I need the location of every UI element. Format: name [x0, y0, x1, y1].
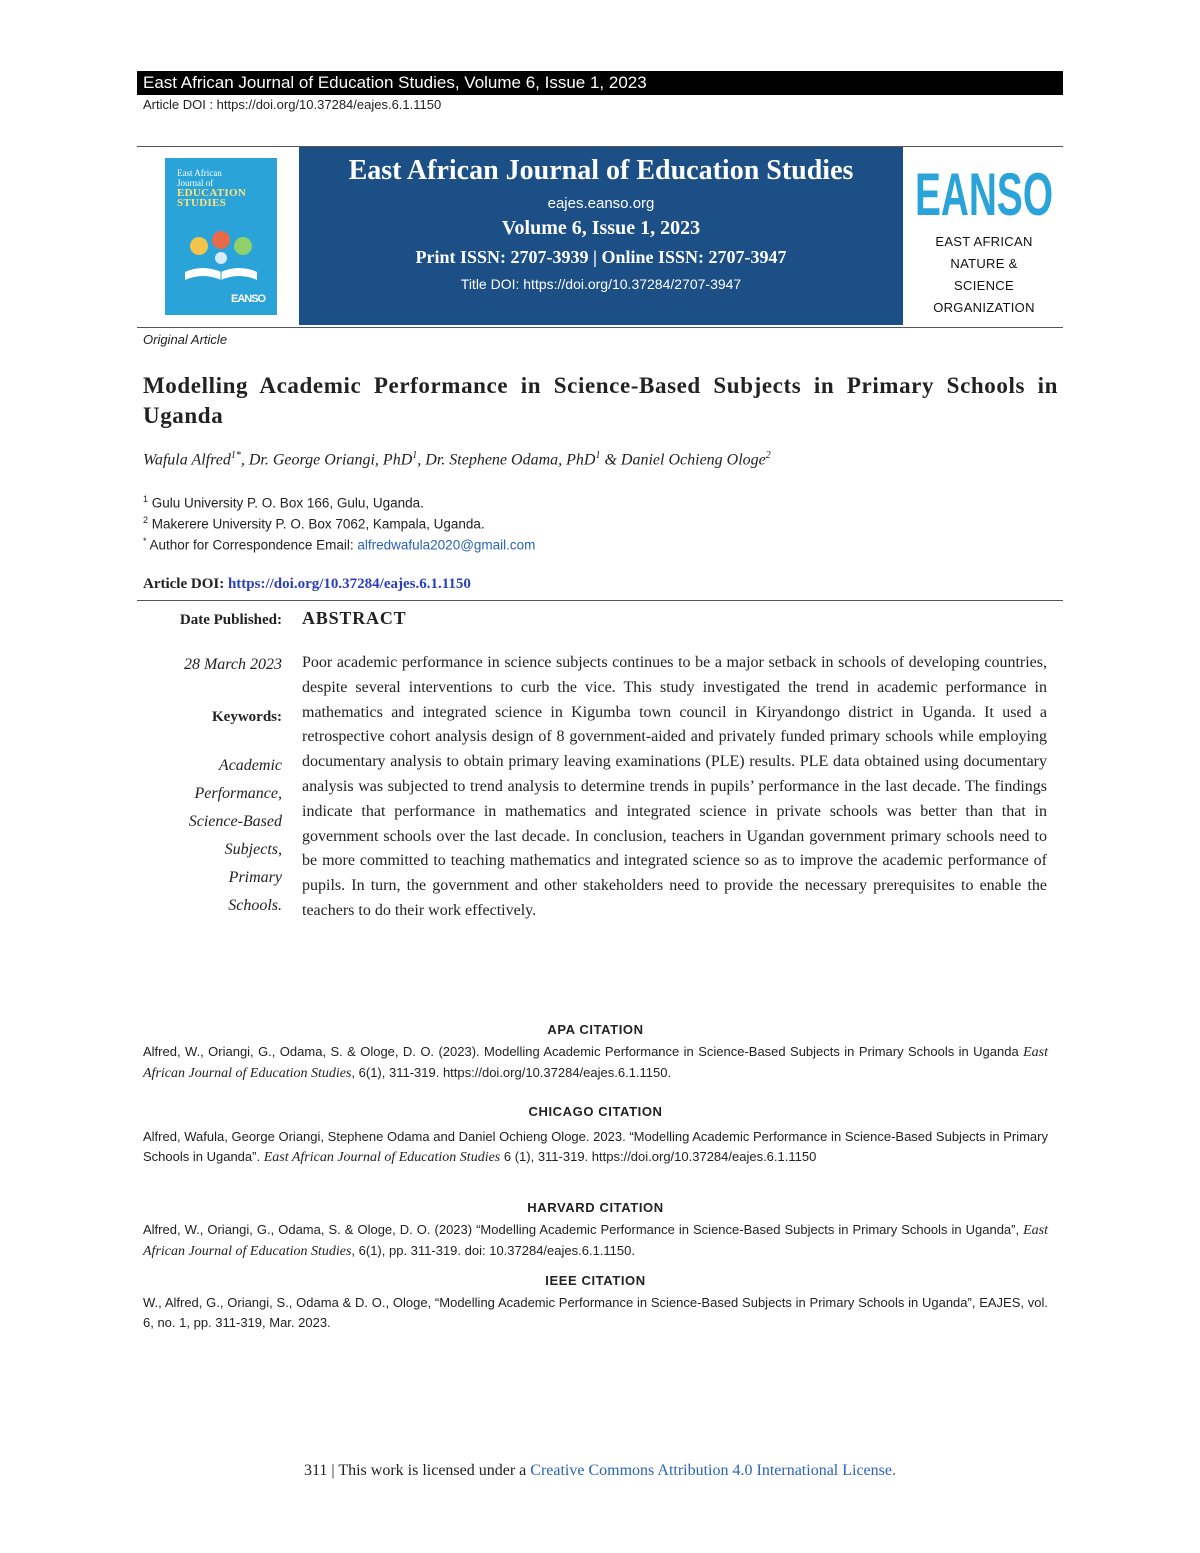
citation-part: Alfred, W., Oriangi, G., Odama, S. & Ologe, D. O. (2023). Modelling Academic Performance in Science-Based Subjects in Primary Schools in Uganda	[143, 1044, 1024, 1059]
banner-volume: Volume 6, Issue 1, 2023	[501, 217, 701, 239]
chicago-citation-text	[143, 1127, 1048, 1168]
correspondence-label: Author for Correspondence Email:	[146, 537, 358, 553]
journal-cover-image	[165, 158, 277, 315]
journal-masthead	[137, 146, 1063, 328]
journal-banner	[299, 147, 903, 325]
banner-issn: Print ISSN: 2707-3939 | Online ISSN: 2707-3947	[415, 247, 787, 267]
author-name: Wafula Alfred	[143, 451, 231, 469]
cover-logo: EANSO	[231, 293, 266, 305]
affiliation-sup: 1	[143, 494, 149, 504]
abstract-text: Poor academic performance in science subjects continues to be a major setback in schools of developing countries, despite several interventions to curb the vice. This study investigated the trend in academic performance in mathematics and integrated science in Kigumba town council in Kiryandongo district in Uganda. It used a retrospective cohort analysis design of 8 government-aided and privately funded primary schools while employing documentary analysis to obtain primary leaving examinations (PLE) results. PLE data obtained using documentary analysis was subjected to trend analysis to determine trends in pupils’ performance in the last decade. The findings indicate that performance in mathematics and integrated science in private schools was better than that in government schools over the last decade. In conclusion, teachers in Ugandan government primary schools need to be more committed to teaching mathematics and integrated science so as to improve the academic performance of pupils. In turn, the government and other stakeholders need to provide the necessary prerequisites to enable the teachers to do their work effectively.	[302, 654, 1047, 919]
citation-part: Alfred, Wafula, George Oriangi, Stephene Odama and Daniel Ochieng Ologe. 2023. “Modelling Academic Performance in Science-Based Subjects in Primary Schools in Uganda”.	[143, 1129, 1048, 1164]
correspondence-email-link[interactable]: alfredwafula2020@gmail.com	[357, 537, 536, 553]
author-sup: 1*	[230, 450, 241, 461]
license-link[interactable]: Creative Commons Attribution 4.0 International License.	[530, 1462, 896, 1479]
affiliation-2	[143, 515, 485, 532]
license-text: | This work is licensed under a	[327, 1462, 531, 1479]
citation-journal: East African Journal of Education Studies	[143, 1223, 1048, 1259]
org-name-line: NATURE &	[950, 256, 1018, 271]
divider	[137, 600, 1063, 601]
citation-journal: East African Journal of Education Studies	[263, 1150, 501, 1165]
correspondence	[143, 536, 535, 553]
running-header-doi: Article DOI : https://doi.org/10.37284/eajes.6.1.1150	[143, 97, 442, 112]
keywords-list	[137, 752, 282, 920]
keyword: Performance,	[194, 785, 282, 802]
ieee-citation-text: W., Alfred, G., Oriangi, S., Odama & D. O., Ologe, “Modelling Academic Performance in Science-Based Subjects in Primary Schools in Uganda”, EAJES, vol. 6, no. 1, pp. 311-319, Mar. 2023.	[143, 1295, 1048, 1330]
article-doi	[143, 576, 471, 593]
citation-part: , 6(1), 311-319. https://doi.org/10.37284/eajes.6.1.1150.	[351, 1065, 672, 1080]
author-name: Dr. Stephene Odama, PhD	[425, 451, 596, 469]
author-sup: 2	[765, 450, 771, 461]
affiliation-text: Makerere University P. O. Box 7062, Kampala, Uganda.	[148, 516, 485, 532]
author-list	[143, 450, 771, 469]
banner-title: East African Journal of Education Studies	[348, 155, 854, 186]
affiliation-sup: 2	[143, 515, 149, 525]
article-doi-link[interactable]: https://doi.org/10.37284/eajes.6.1.1150	[227, 576, 471, 592]
keyword: Academic	[218, 757, 282, 774]
affiliation-text: Gulu University P. O. Box 166, Gulu, Uganda.	[148, 495, 424, 511]
banner-title-doi[interactable]: Title DOI: https://doi.org/10.37284/2707-3947	[460, 276, 742, 292]
keyword: Schools.	[228, 897, 282, 914]
citation-part: 6 (1), 311-319. https://doi.org/10.37284/eajes.6.1.1150	[500, 1149, 817, 1164]
org-name-line: EAST AFRICAN	[935, 234, 1033, 249]
citation-part: Alfred, W., Oriangi, G., Odama, S. & Ologe, D. O. (2023) “Modelling Academic Performance in Science-Based Subjects in Primary Schools in Uganda”,	[143, 1222, 1024, 1237]
chicago-citation-heading: CHICAGO CITATION	[528, 1104, 663, 1119]
date-published-value: 28 March 2023	[183, 656, 282, 673]
citation-journal: East African Journal of Education Studies	[143, 1045, 1048, 1081]
harvard-citation-text	[143, 1220, 1048, 1262]
keyword: Subjects,	[224, 841, 282, 858]
cover-line-3: EDUCATION	[177, 187, 247, 199]
article-title: Modelling Academic Performance in Science-Based Subjects in Primary Schools in Uganda	[143, 373, 1058, 428]
author-separator: ,	[417, 451, 426, 469]
org-name-line: SCIENCE	[954, 278, 1014, 293]
apa-citation-text	[143, 1042, 1048, 1084]
article-type: Original Article	[143, 332, 228, 347]
correspondence-sup: *	[143, 536, 147, 546]
page-number: 311	[304, 1462, 328, 1479]
banner-website[interactable]: eajes.eanso.org	[547, 195, 655, 212]
cover-title	[177, 168, 246, 208]
apa-citation-heading: APA CITATION	[547, 1022, 644, 1037]
author-separator: &	[600, 451, 621, 469]
cover-line-1: East African	[177, 168, 222, 178]
affiliation-1	[143, 494, 424, 511]
keyword: Primary	[228, 869, 282, 886]
page-footer	[0, 1462, 1200, 1480]
org-name-line: ORGANIZATION	[933, 300, 1035, 315]
keywords-label: Keywords:	[212, 709, 282, 725]
article-doi-label: Article DOI:	[143, 576, 228, 592]
ieee-citation-heading: IEEE CITATION	[545, 1273, 646, 1288]
citation-part: , 6(1), pp. 311-319. doi: 10.37284/eajes.6.1.1150.	[351, 1243, 635, 1258]
organization-block	[905, 147, 1063, 325]
running-header-journal: East African Journal of Education Studies, Volume 6, Issue 1, 2023	[143, 73, 647, 92]
author-name: Daniel Ochieng Ologe	[620, 451, 766, 469]
eanso-logo-text: EANSO	[915, 161, 1053, 228]
cover-line-2: Journal of	[177, 178, 214, 188]
harvard-citation-heading: HARVARD CITATION	[527, 1200, 664, 1215]
eanso-logo-icon	[913, 161, 1055, 228]
cover-line-4: STUDIES	[177, 197, 227, 209]
date-published-label: Date Published:	[179, 612, 282, 628]
author-separator: ,	[240, 451, 249, 469]
author-sup: 1	[412, 450, 418, 461]
running-header-bar	[137, 71, 1063, 95]
cover-book-illustration-icon	[179, 228, 263, 288]
keyword: Science-Based	[188, 813, 282, 830]
abstract-heading: ABSTRACT	[302, 608, 407, 628]
author-sup: 1	[595, 450, 601, 461]
author-name: Dr. George Oriangi, PhD	[248, 451, 413, 469]
organization-name	[905, 231, 1063, 319]
